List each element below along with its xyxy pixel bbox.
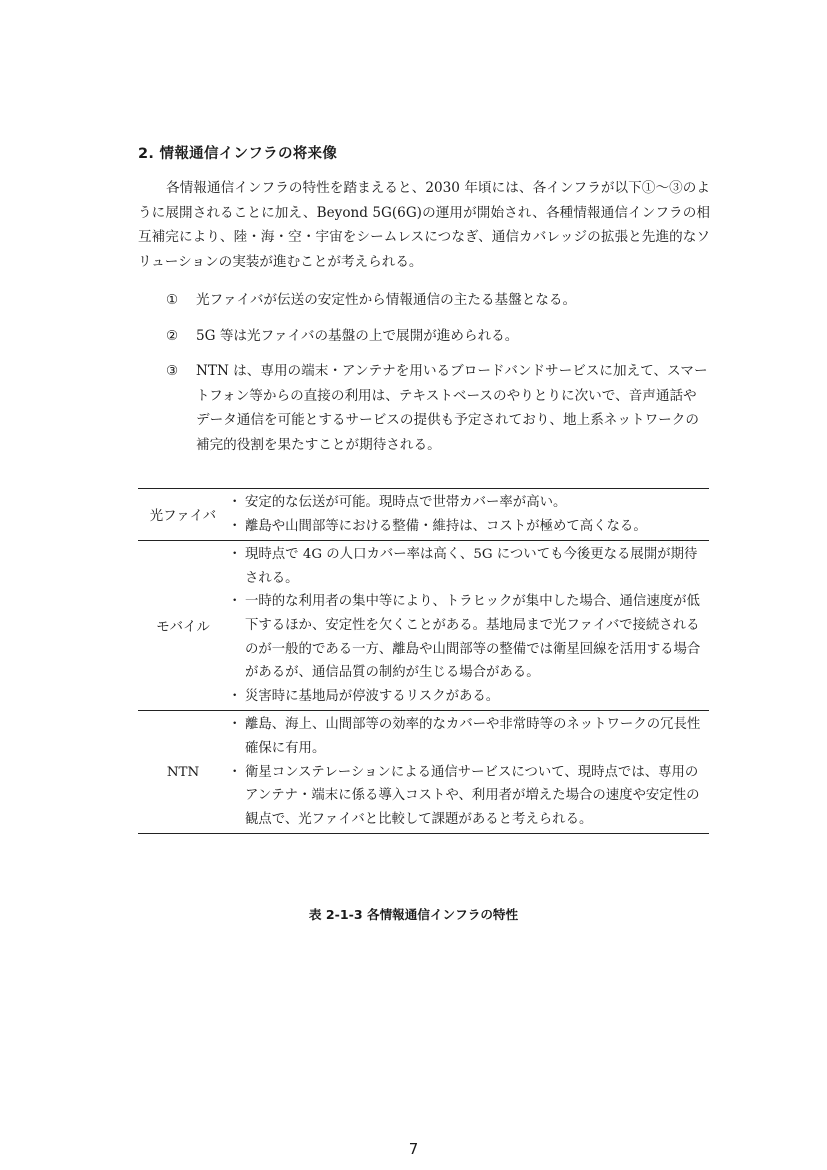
table-bullet bbox=[228, 590, 709, 684]
bullet-mark: ・ bbox=[228, 717, 242, 733]
numbered-list bbox=[166, 288, 710, 468]
intro-paragraph: 各情報通信インフラの特性を踏まえると、2030 年頃には、各インフラが以下①～③のように展開されることに加え、Beyond 5G(6G)の運用が開始され、各種情報通信インフラの相互補完により、陸・海・空・宇宙をシームレスにつなぎ、通信カバレッジの拡張と先進的なソリューションの実装が進むことが考えられる。 bbox=[138, 180, 710, 270]
list-item-text: 光ファイバが伝送の安定性から情報通信の主たる基盤となる。 bbox=[196, 292, 577, 308]
table-bullet bbox=[228, 685, 709, 709]
table-bullet-text: 衛星コンステレーションによる通信サービスについて、現時点では、専用のアンテナ・端末に係る導入コストや、利用者が増えた場合の速度や安定性の観点で、光ファイバと比較して課題があると考えられる。 bbox=[245, 764, 700, 827]
table-bullet bbox=[228, 515, 709, 539]
list-item bbox=[166, 288, 710, 313]
table-bullet-text: 離島や山間部等における整備・維持は、コストが極めて高くなる。 bbox=[245, 518, 647, 534]
table-bullet bbox=[228, 761, 709, 832]
bullet-mark: ・ bbox=[228, 688, 242, 704]
infrastructure-characteristics-table bbox=[138, 488, 709, 834]
table-bullet-text: 一時的な利用者の集中等により、トラヒックが集中した場合、通信速度が低下するほか、安定性を欠くことがある。基地局まで光ファイバで接続されるのが一般的である一方、離島や山間部等の整備では衛星回線を活用する場合があるが、通信品質の制約が生じる場合がある。 bbox=[245, 594, 701, 681]
list-item-number: ② bbox=[166, 327, 179, 344]
table-row bbox=[138, 489, 709, 541]
table-description-cell bbox=[228, 541, 709, 711]
table-row bbox=[138, 541, 709, 711]
table-bullet bbox=[228, 713, 709, 760]
bullet-mark: ・ bbox=[228, 764, 242, 780]
table-bullet bbox=[228, 543, 709, 590]
bullet-mark: ・ bbox=[228, 495, 242, 510]
table-category-cell: 光ファイバ bbox=[149, 509, 217, 525]
table-bullet-text: 離島、海上、山間部等の効率的なカバーや非常時等のネットワークの冗長性確保に有用。 bbox=[245, 717, 701, 756]
table-category-cell: NTN bbox=[166, 764, 200, 780]
bullet-mark: ・ bbox=[228, 518, 242, 534]
table-caption: 表 2-1-3 各情報通信インフラの特性 bbox=[308, 907, 519, 922]
bullet-mark: ・ bbox=[228, 594, 242, 610]
table-bullet-text: 災害時に基地局が停波するリスクがある。 bbox=[245, 688, 500, 704]
table-bullet-text: 現時点で 4G の人口カバー率は高く、5G についても今後更なる展開が期待される。 bbox=[245, 547, 698, 586]
table-category-cell: モバイル bbox=[156, 620, 210, 636]
bullet-mark: ・ bbox=[228, 547, 242, 563]
table-bullet-text: 安定的な伝送が可能。現時点で世帯カバー率が高い。 bbox=[245, 495, 567, 510]
list-item-number: ① bbox=[166, 292, 179, 308]
list-item bbox=[166, 324, 710, 349]
section-heading: 2. 情報通信インフラの将来像 bbox=[138, 146, 338, 162]
table-bullet bbox=[228, 491, 709, 515]
table-row bbox=[138, 711, 709, 834]
list-item-text: NTN は、専用の端末・アンテナを用いるブロードバンドサービスに加えて、スマートフォン等からの直接の利用は、テキストベースのやりとりに次いで、音声通話やデータ通信を可能とするサービスの提供も予定されており、地上系ネットワークの補完的役割を果たすことが期待される。 bbox=[196, 363, 708, 453]
page-number: 7 bbox=[408, 1140, 419, 1158]
list-item bbox=[166, 359, 710, 457]
table-description-cell bbox=[228, 711, 709, 834]
list-item-number: ③ bbox=[166, 363, 179, 379]
list-item-text: 5G 等は光ファイバの基盤の上で展開が進められる。 bbox=[196, 327, 519, 344]
table-description-cell bbox=[228, 489, 709, 541]
